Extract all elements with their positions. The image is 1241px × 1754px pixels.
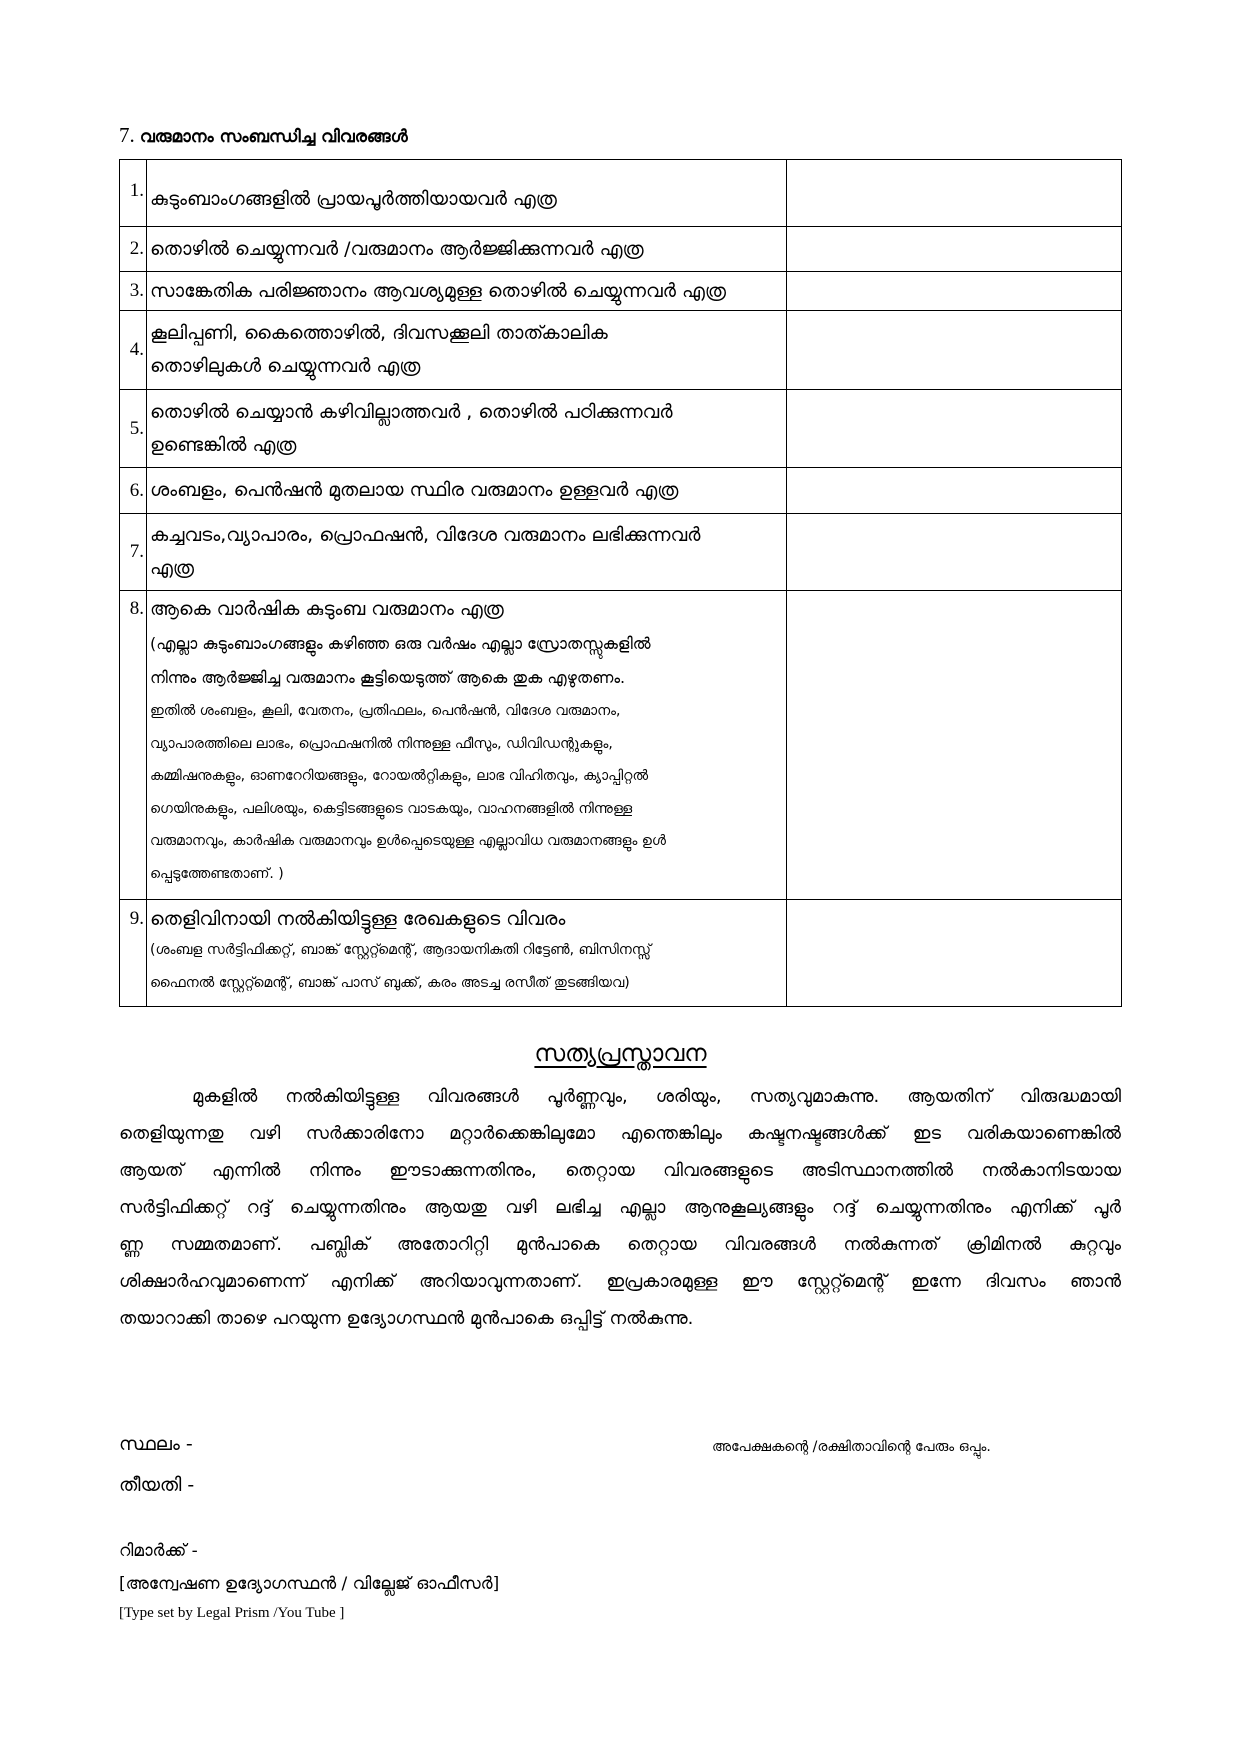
row-question-line: കൂലിപ്പണി, കൈത്തൊഴിൽ, ദിവസക്കൂലി താത്കാലിക xyxy=(150,322,608,344)
row-note-small-line: വരുമാനവും, കാർഷിക വരുമാനവും ഉൾപ്പെടെയുള്ള എല്ലാവിധ വരുമാനങ്ങളും ഉൾ xyxy=(150,833,666,849)
row-answer-cell xyxy=(787,514,1122,591)
row-note-line: ഫൈനൽ സ്റ്റേറ്റ്മെന്റ്, ബാങ്ക് പാസ് ബുക്ക്, കരം അടച്ച രസീത് തുടങ്ങിയവ) xyxy=(150,975,630,991)
officer-label: [അന്വേഷണ ഉദ്യോഗസ്ഥൻ / വില്ലേജ് ഓഫീസർ] xyxy=(119,1574,500,1594)
declaration-line: സർട്ടിഫിക്കറ്റ് റദ്ദ് ചെയ്യുന്നതിനും ആയതു വഴി ലഭിച്ച എല്ലാ ആനുകൂല്യങ്ങളും റദ്ദ് ചെയ്യുന്നതിനും എനിക്ക് പൂർ xyxy=(119,1197,1121,1218)
table-row xyxy=(120,514,1122,591)
row-question xyxy=(147,272,787,311)
row-question xyxy=(147,514,787,591)
declaration-line: ണ്ണ സമ്മതമാണ്. പബ്ലിക് അതോറിറ്റി മുൻപാകെ തെറ്റായ വിവരങ്ങൾ നൽകുന്നത് ക്രിമിനൽ കുറ്റവും xyxy=(119,1234,1121,1255)
remark-label: റിമാർക്ക് - xyxy=(119,1541,198,1561)
row-note-small-line: ഇതിൽ ശംബളം, കൂലി, വേതനം, പ്രതിഫലം, പെൻഷൻ, വിദേശ വരുമാനം, xyxy=(150,703,621,719)
row-note-line: (ശംബള സർട്ടിഫിക്കറ്റ്, ബാങ്ക് സ്റ്റേറ്റ്മെന്റ്, ആദായനികുതി റിട്ടേൺ, ബിസിനസ്സ് xyxy=(150,942,652,958)
declaration-line: ശിക്ഷാർഹവുമാണെന്ന് എനിക്ക് അറിയാവുന്നതാണ്. ഇപ്രകാരമുള്ള ഈ സ്റ്റേറ്റ്മെന്റ് ഇന്നേ ദിവസം ഞാൻ xyxy=(119,1271,1121,1292)
section-number: 7. xyxy=(119,123,135,147)
table-row xyxy=(120,900,1122,1007)
row-note-line: (എല്ലാ കുടുംബാംഗങ്ങളും കഴിഞ്ഞ ഒരു വർഷം എല്ലാ സ്രോതസ്സുകളിൽ xyxy=(150,634,651,653)
row-question xyxy=(147,591,787,900)
row-answer-cell xyxy=(787,272,1122,311)
table-row xyxy=(120,311,1122,390)
row-question-line: ഉണ്ടെങ്കിൽ എത്ര xyxy=(150,433,297,456)
row-question-line: കുടുംബാംഗങ്ങളിൽ പ്രായപൂർത്തിയായവർ എത്ര xyxy=(150,188,557,210)
row-note-line: നിന്നും ആർജ്ജിച്ച വരുമാനം കൂട്ടിയെടുത്ത് ആകെ തുക എഴുതണം. xyxy=(150,668,626,687)
row-question-line: തെളിവിനായി നൽകിയിട്ടുള്ള രേഖകളുടെ വിവരം xyxy=(150,908,566,930)
table-row xyxy=(120,160,1122,227)
row-question-line: സാങ്കേതിക പരിജ്ഞാനം ആവശ്യമുള്ള തൊഴിൽ ചെയ്യുന്നവർ എത്ര xyxy=(150,279,726,302)
row-number: 4. xyxy=(120,311,147,390)
row-number: 6. xyxy=(120,468,147,514)
table-row xyxy=(120,227,1122,272)
row-question xyxy=(147,160,787,227)
declaration-line: ആയത് എന്നിൽ നിന്നും ഈടാക്കുന്നതിനും, തെറ്റായ വിവരങ്ങളുടെ അടിസ്ഥാനത്തിൽ നൽകാനിടയായ xyxy=(119,1160,1121,1181)
row-note-small-line: പ്പെടുത്തേണ്ടതാണ്. ) xyxy=(150,865,284,882)
row-number: 1. xyxy=(120,160,147,227)
typeset-credit: [Type set by Legal Prism /You Tube ] xyxy=(119,1605,345,1621)
row-number: 7. xyxy=(120,514,147,591)
row-question xyxy=(147,468,787,514)
table-row xyxy=(120,468,1122,514)
row-question-line: തൊഴിലുകൾ ചെയ്യുന്നവർ എത്ര xyxy=(150,355,421,377)
date-label: തീയതി - xyxy=(119,1474,195,1496)
row-answer-cell xyxy=(787,900,1122,1007)
table-row xyxy=(120,272,1122,311)
row-question xyxy=(147,311,787,390)
row-answer-cell xyxy=(787,390,1122,468)
row-note-small-line: കമ്മിഷനുകളും, ഓണറേറിയങ്ങളും, റോയൽറ്റികളും, ലാഭ വിഹിതവും, ക്യാപ്പിറ്റൽ xyxy=(150,768,649,784)
row-answer-cell xyxy=(787,227,1122,272)
row-question-line: തൊഴിൽ ചെയ്യുന്നവർ /വരുമാനം ആർജ്ജിക്കുന്നവർ എത്ര xyxy=(150,237,644,260)
declaration-paragraph xyxy=(119,1078,1121,1337)
table-row xyxy=(120,591,1122,900)
row-answer-cell xyxy=(787,311,1122,390)
row-question xyxy=(147,390,787,468)
declaration-title xyxy=(0,1036,1241,1070)
row-number: 9. xyxy=(120,900,147,1007)
row-number: 2. xyxy=(120,227,147,272)
signature-label: അപേക്ഷകന്റെ /രക്ഷിതാവിന്റെ പേരും ഒപ്പും. xyxy=(712,1439,991,1455)
row-note-small-line: വ്യാപാരത്തിലെ ലാഭം, പ്രൊഫഷനിൽ നിന്നുള്ള ഫീസും, ഡിവിഡന്റുകളും, xyxy=(150,735,613,752)
place-label: സ്ഥലം - xyxy=(119,1433,193,1455)
row-answer-cell xyxy=(787,160,1122,227)
row-answer-cell xyxy=(787,591,1122,900)
row-question xyxy=(147,227,787,272)
row-number: 8. xyxy=(120,591,147,900)
row-answer-cell xyxy=(787,468,1122,514)
row-question-line: കച്ചവടം,വ്യാപാരം, പ്രൊഫഷൻ, വിദേശ വരുമാനം ലഭിക്കുന്നവർ xyxy=(150,524,701,546)
table-row xyxy=(120,390,1122,468)
row-number: 5. xyxy=(120,390,147,468)
row-question-line: ശംബളം, പെൻഷൻ മുതലായ സ്ഥിര വരുമാനം ഉള്ളവർ എത്ര xyxy=(150,479,679,501)
row-question-line: എത്ര xyxy=(150,557,194,579)
declaration-title-text: സത്യപ്രസ്താവന xyxy=(534,1039,707,1067)
declaration-line: തെളിയുന്നതു വഴി സർക്കാരിനോ മറ്റാർക്കെങ്കിലുമോ എന്തെങ്കിലും കഷ്ടനഷ്ടങ്ങൾക്ക് ഇട വരികയാണെങ്കിൽ xyxy=(119,1123,1121,1144)
row-question xyxy=(147,900,787,1007)
row-question-line: തൊഴിൽ ചെയ്യാൻ കഴിവില്ലാത്തവർ , തൊഴിൽ പഠിക്കുന്നവർ xyxy=(150,400,673,423)
row-question-line: ആകെ വാർഷിക കുടുംബ വരുമാനം എത്ര xyxy=(150,598,504,620)
income-details-table xyxy=(119,159,1122,1007)
section-title: വരുമാനം സംബന്ധിച്ച വിവരങ്ങൾ xyxy=(139,127,408,147)
declaration-line: തയാറാക്കി താഴെ പറയുന്ന ഉദ്യോഗസ്ഥൻ മുൻപാകെ ഒപ്പിട്ട് നൽകുന്നു. xyxy=(119,1308,694,1329)
declaration-line: മുകളിൽ നൽകിയിട്ടുള്ള വിവരങ്ങൾ പൂർണ്ണവും, ശരിയും, സത്യവുമാകുന്നു. ആയതിന് വിരുദ്ധമായി xyxy=(192,1086,1121,1107)
row-number: 3. xyxy=(120,272,147,311)
section-heading xyxy=(119,121,408,149)
row-note-small-line: ഗെയിനുകളും, പലിശയും, കെട്ടിടങ്ങളുടെ വാടകയും, വാഹനങ്ങളിൽ നിന്നുള്ള xyxy=(150,800,633,817)
